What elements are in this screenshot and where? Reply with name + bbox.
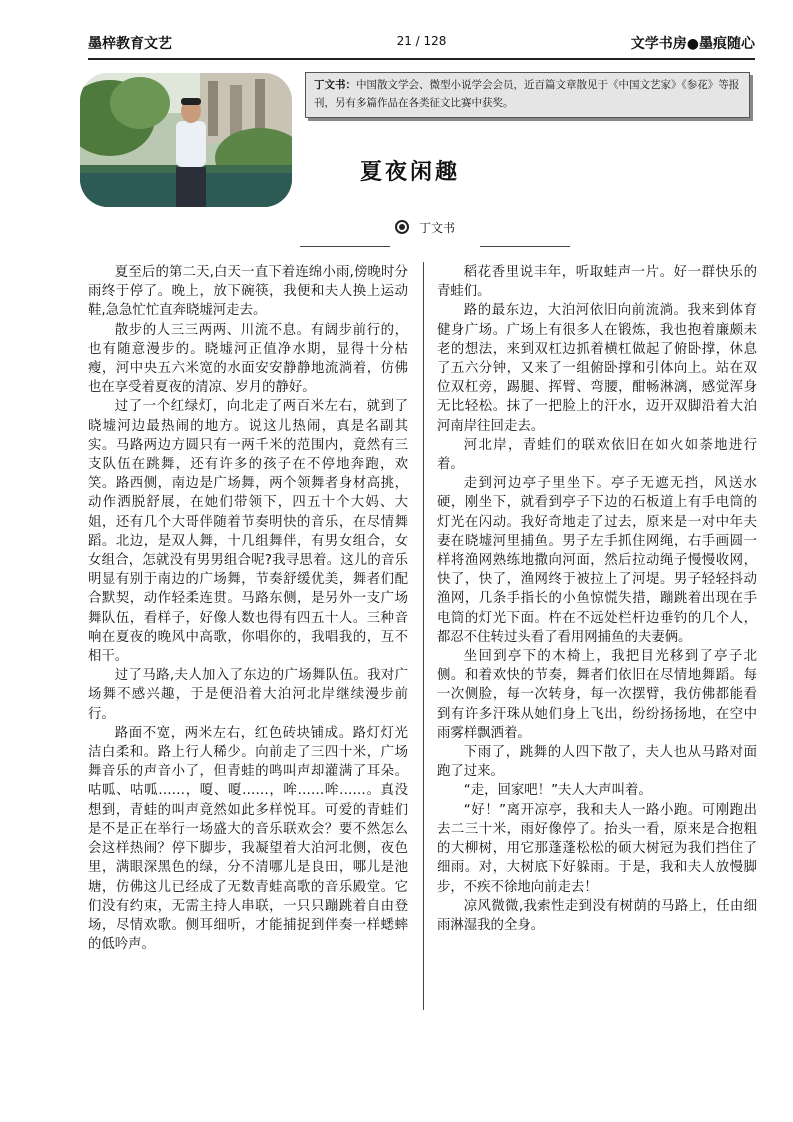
byline-rule-left xyxy=(300,246,390,247)
paragraph: 路面不宽，两米左右，红色砖块铺成。路灯灯光洁白柔和。路上行人稀少。向前走了三四十米，广场舞音乐的声音小了，但青蛙的鸣叫声却灌满了耳朵。咕呱、咕呱……，嗄、嗄……，哞……哞……。真没想到，青蛙的叫声竟然如此多样悦耳。可爱的青蛙们是不是正在举行一场盛大的音乐联欢会？要不然怎么会这样热闹？停下脚步，我凝望着大泊河北侧，夜色里，满眼深黑色的绿，分不清哪儿是良田，哪儿是池塘，仿佛这儿已经成了无数青蛙高歌的音乐殿堂。它们没有约束，无需主持人串联，一只只蹦跳着自由登场，尽情欢歌。侧耳细听，才能捕捉到伴奏一样蟋蟀的低吟声。 xyxy=(88,725,408,953)
paragraph: 夏至后的第二天,白天一直下着连绵小雨,傍晚时分雨终于停了。晚上，放下碗筷，我便和夫人换上运动鞋,急急忙忙直奔晓墟河走去。 xyxy=(88,265,408,319)
article-column-left xyxy=(88,263,408,954)
header-divider xyxy=(88,58,755,60)
article-title: 夏夜闲趣 xyxy=(360,159,461,185)
section-name: 文学书房●墨痕随心 xyxy=(630,36,755,52)
paragraph: 过了马路,夫人加入了东边的广场舞队伍。我对广场舞不感兴趣，于是便沿着大泊河北岸继续漫步前行。 xyxy=(88,668,408,722)
magazine-name: 墨梓教育文艺 xyxy=(88,36,172,52)
bullseye-icon xyxy=(395,220,409,234)
author-photo xyxy=(80,73,292,207)
page-header xyxy=(88,30,755,56)
paragraph: “好！”离开凉亭，我和夫人一路小跑。可刚跑出去二三十米，雨好像停了。抬头一看，原来是合抱粗的大柳树，用它那蓬蓬松松的硕大树冠为我们挡住了细雨。对，大树底下好躲雨。于是，我和夫人放慢脚步，不疾不徐地向前走去！ xyxy=(437,802,757,895)
paragraph: 散步的人三三两两、川流不息。有阔步前行的，也有随意漫步的。晓墟河正值净水期，显得十分枯瘦，河中央五六米宽的水面安安静静地流淌着，仿佛也在享受着夏夜的清凉、岁月的静好。 xyxy=(88,322,408,396)
paragraph: 凉风微微,我索性走到没有树荫的马路上，任由细雨淋湿我的全身。 xyxy=(437,898,757,933)
article-column-right xyxy=(437,263,757,935)
byline-rule-right xyxy=(480,246,570,247)
paragraph: “走，回家吧！”夫人大声叫着。 xyxy=(463,783,652,799)
paragraph: 河北岸，青蛙们的联欢依旧在如火如荼地进行着。 xyxy=(437,437,757,473)
byline xyxy=(395,219,455,236)
paragraph: 路的最东边，大泊河依旧向前流淌。我来到体育健身广场。广场上有很多人在锻炼，我也抱着廉颇未老的想法，来到双杠边抓着横杠做起了俯卧撑，休息了五六分钟，又来了一组俯卧撑和引体向上。站在双位双杠旁，踢腿、挥臂、弯腰，酣畅淋漓，感觉浑身无比轻松。抹了一把脸上的汗水，迈开双脚沿着大泊河南岸往回走去。 xyxy=(437,303,757,434)
paragraph: 坐回到亭下的木椅上，我把目光移到了亭子北侧。和着欢快的节奏，舞者们依旧在尽情地舞蹈。每一次侧脸，每一次转身，每一次摆臂，我仿佛都能看到有许多汗珠从她们身上飞出，纷纷扬扬地，在空中雨雾样飘洒着。 xyxy=(437,649,757,741)
paragraph: 下雨了，跳舞的人四下散了，夫人也从马路对面跑了过来。 xyxy=(437,745,757,780)
page-number: 21 / 128 xyxy=(396,34,447,48)
column-divider xyxy=(423,262,424,1010)
author-bio-box xyxy=(305,72,750,118)
paragraph: 走到河边亭子里坐下。亭子无遮无挡，风送水硬，刚坐下，就看到亭子下边的石板道上有手电筒的灯光在闪动。我好奇地走了过去，原来是一对中年夫妻在晓墟河里捕鱼。男子左手抓住网绳，右手画圆一样将渔网熟练地撒向河面，然后拉动绳子慢慢收网，快了，快了，渔网终于被拉上了河堤。男子轻轻抖动渔网，几条手指长的小鱼惊慌失措，蹦跳着出现在手电筒的灯光下面。杵在不远处栏杆边垂钓的几个人，都忍不住转过头看了看用网捕鱼的夫妻俩。 xyxy=(437,476,757,645)
byline-author: 丁文书 xyxy=(419,221,456,235)
bio-name: 丁文书： xyxy=(314,79,356,91)
bio-text: 中国散文学会、微型小说学会会员，近百篇文章散见于《中国文艺家》《参花》等报刊，另有多篇作品在各类征文比赛中获奖。 xyxy=(314,79,740,109)
paragraph: 过了一个红绿灯，向北走了两百米左右，就到了晓墟河边最热闹的地方。说这儿热闹，真是名副其实。马路两边方圆只有一两千米的范围内，竟然有三支队伍在跳舞，还有许多的孩子在不停地奔跑，欢笑。路西侧，南边是广场舞，两个领舞者身材高挑，动作洒脱舒展，在她们带领下，四五十个大妈、大姐，还有几个大哥伴随着节奏明快的音乐，在尽情舞蹈。北边，是双人舞，十几组舞伴，有男女组合，女女组合，怎就没有男男组合呢?我寻思着。这儿的音乐明显有别于南边的广场舞，节奏舒缓优美，舞者们配合默契，动作轻柔连贯。马路东侧，是另外一支广场舞队伍，看样子，好像人数也得有四五十人。三种音响在夏夜的晚风中高歌，你唱你的，我唱我的，互不相干。 xyxy=(88,399,408,665)
paragraph: 稻花香里说丰年，听取蛙声一片。好一群快乐的青蛙们。 xyxy=(437,265,757,300)
